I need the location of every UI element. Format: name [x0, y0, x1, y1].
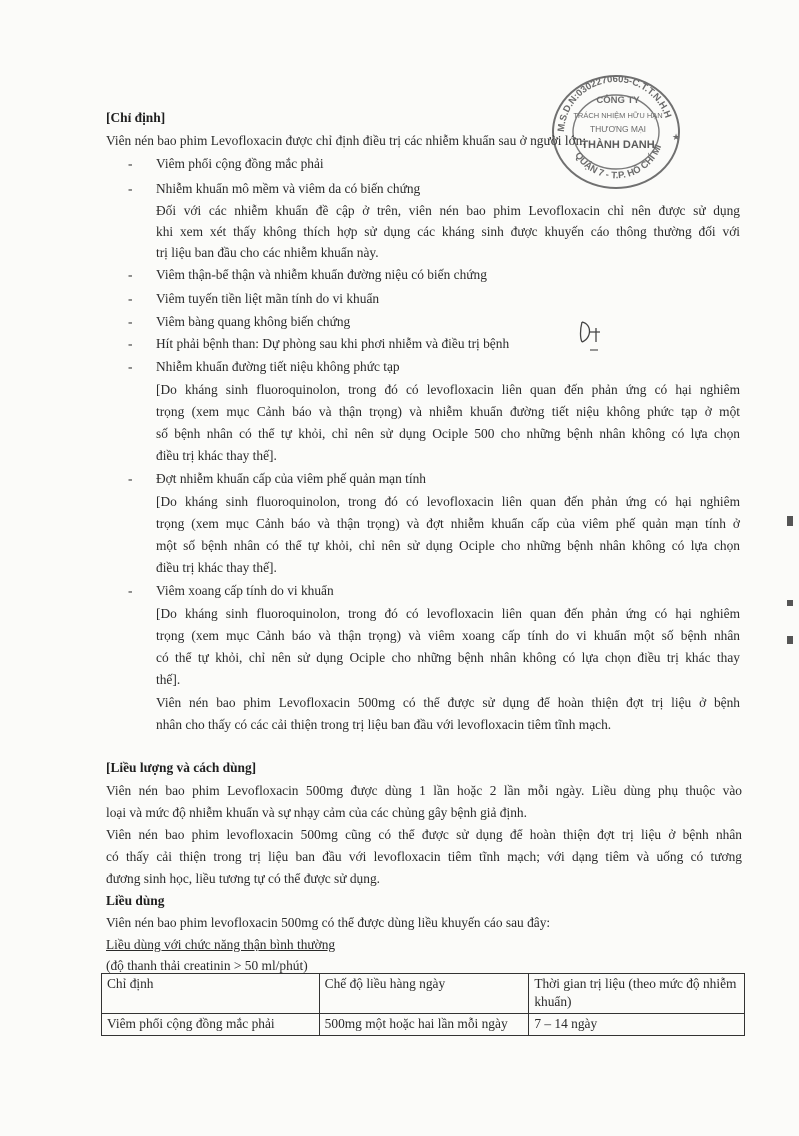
- list-item: Viêm xoang cấp tính do vi khuẩn: [156, 583, 334, 598]
- table-header-cell: Chỉ định: [102, 974, 320, 1014]
- table-header-row: [102, 974, 745, 1014]
- svg-text:THÀNH DANH: THÀNH DANH: [581, 139, 655, 151]
- list-item: Hít phải bệnh than: Dự phòng sau khi phơi nhiễm và điều trị bệnh: [156, 336, 510, 351]
- svg-text:CÔNG TY: CÔNG TY: [596, 95, 640, 106]
- indications-intro: Viên nén bao phim Levofloxacin được chỉ định điều trị các nhiễm khuẩn sau ở người lớn:: [106, 133, 587, 148]
- note-line: [Do kháng sinh fluoroquinolon, trong đó có levofloxacin liên quan đến phản ứng có hại nghiêm: [156, 494, 740, 509]
- table-cell: Viêm phổi cộng đồng mắc phải: [102, 1014, 320, 1036]
- note-line: nhân cho thấy có các cải thiện trong trị liệu ban đầu với levofloxacin tiêm tĩnh mạch.: [156, 717, 612, 732]
- note-line: số bệnh nhân có thể tự khỏi, chỉ nên sử dụng Ociple 500 cho những bệnh nhân không có lựa chọn: [156, 426, 740, 441]
- list-item: Đợt nhiễm khuẩn cấp của viêm phế quản mạn tính: [156, 471, 426, 486]
- svg-text:M.S.D.N:0302270605-C.T.T.N.H.H: M.S.D.N:0302270605-C.T.T.N.H.H: [555, 73, 674, 133]
- paragraph-line: loại và mức độ nhiễm khuẩn và sự nhạy cảm của các chủng gây bệnh giả định.: [106, 805, 527, 820]
- list-item: Nhiễm khuẩn đường tiết niệu không phức tạp: [156, 359, 400, 374]
- bullet-dash: -: [128, 471, 133, 486]
- note-line: có thể tự khỏi, chỉ nên sử dụng Ociple cho những bệnh nhân không có lựa chọn điều trị khác thay: [156, 650, 740, 665]
- section-heading-dosage: [Liều lượng và cách dùng]: [106, 760, 257, 775]
- note-line: khi xem xét thấy không thích hợp sử dụng các kháng sinh được khuyến cáo thông thường đối với: [156, 224, 740, 239]
- bullet-dash: -: [128, 314, 133, 329]
- bullet-dash: -: [128, 156, 133, 171]
- note-line: một số bệnh nhân có thể tự khỏi, chỉ nên sử dụng Ociple cho những bệnh nhân không có lựa chọn: [156, 538, 740, 553]
- note-line: [Do kháng sinh fluoroquinolon, trong đó có levofloxacin liên quan đến phản ứng có hại nghiêm: [156, 606, 740, 621]
- bullet-dash: -: [128, 291, 133, 306]
- company-stamp-graphic: [548, 70, 684, 192]
- list-item: Viêm tuyến tiền liệt mãn tính do vi khuẩn: [156, 291, 380, 306]
- svg-text:TRÁCH NHIỆM HỮU HẠN: TRÁCH NHIỆM HỮU HẠN: [573, 111, 663, 120]
- table-header-cell: Chế độ liều hàng ngày: [319, 974, 529, 1014]
- note-line: điều trị khác thay thế].: [156, 448, 277, 463]
- bullet-dash: -: [128, 181, 133, 196]
- bullet-dash: -: [128, 359, 133, 374]
- svg-text:QUẬN 7 - T.P. HỒ CHÍ MINH: QUẬN 7 - T.P. HỒ CHÍ MI: [572, 143, 665, 182]
- note-line: điều trị khác thay thế].: [156, 560, 277, 575]
- list-item: Nhiễm khuẩn mô mềm và viêm da có biến chứng: [156, 181, 421, 196]
- paragraph-line: Viên nén bao phim levofloxacin 500mg có thể được dùng liều khuyến cáo sau đây:: [106, 915, 551, 930]
- note-line: Đối với các nhiễm khuẩn đề cập ở trên, viên nén bao phim Levofloxacin chỉ nên được sử dụng: [156, 203, 740, 218]
- note-line: [Do kháng sinh fluoroquinolon, trong đó có levofloxacin liên quan đến phản ứng có hại nghiêm: [156, 382, 740, 397]
- paragraph-line: có thấy cải thiện trong trị liệu ban đầu với levofloxacin tiêm tĩnh mạch; với dạng tiêm và uống có tương: [106, 849, 742, 864]
- note-line: trị liệu ban đầu cho các nhiễm khuẩn này.: [156, 245, 379, 260]
- paragraph-line: Viên nén bao phim Levofloxacin 500mg được dùng 1 lần hoặc 2 lần mỗi ngày. Liều dùng phụ thuộc vào: [106, 783, 742, 798]
- list-item: Viêm thận-bể thận và nhiễm khuẩn đường niệu có biến chứng: [156, 267, 487, 282]
- bullet-dash: -: [128, 267, 133, 282]
- note-line: trọng (xem mục Cảnh báo và thận trọng) và đợt nhiễm khuẩn cấp của viêm phế quản mạn tính ở: [156, 516, 740, 531]
- svg-text:★: ★: [672, 132, 681, 142]
- handwritten-initials: [576, 318, 606, 352]
- note-line: trọng (xem mục Cảnh báo và thận trọng) và viêm xoang cấp tính do vi khuẩn một số bệnh nhân: [156, 628, 740, 643]
- margin-mark: [787, 636, 793, 644]
- list-item: Viêm bàng quang không biến chứng: [156, 314, 351, 329]
- list-item: Viêm phổi cộng đồng mắc phải: [156, 156, 324, 171]
- bullet-dash: -: [128, 336, 133, 351]
- svg-text:THƯƠNG MẠI: THƯƠNG MẠI: [589, 124, 647, 134]
- creatinine-note: (độ thanh thải creatinin > 50 ml/phút): [106, 958, 308, 973]
- table-row: [102, 1014, 745, 1036]
- subheading-lieu-dung: Liều dùng: [106, 893, 165, 908]
- company-stamp: [548, 70, 684, 192]
- dosage-table: [101, 973, 745, 1036]
- bullet-dash: -: [128, 583, 133, 598]
- section-heading-indications: [Chỉ định]: [106, 110, 166, 125]
- margin-mark: [787, 516, 793, 526]
- margin-mark: [787, 600, 793, 606]
- table-header-cell: Thời gian trị liệu (theo mức độ nhiễm khuẩn): [529, 974, 745, 1014]
- table-cell: 500mg một hoặc hai lần mỗi ngày: [319, 1014, 529, 1036]
- subheading-normal-renal: Liều dùng với chức năng thận bình thường: [106, 937, 336, 952]
- note-line: Viên nén bao phim Levofloxacin 500mg có thể được sử dụng để hoàn thiện đợt trị liệu ở bệnh: [156, 695, 740, 710]
- paragraph-line: Viên nén bao phim levofloxacin 500mg cũng có thể được sử dụng để hoàn thiện đợt trị liệu ở bệnh nhân: [106, 827, 742, 842]
- note-line: thế].: [156, 672, 181, 687]
- table-cell: 7 – 14 ngày: [529, 1014, 745, 1036]
- note-line: trọng (xem mục Cảnh báo và thận trọng) và nhiễm khuẩn đường tiết niệu không phức tạp ở một: [156, 404, 740, 419]
- paragraph-line: đương sinh học, liều tương tự có thể được sử dụng.: [106, 871, 380, 886]
